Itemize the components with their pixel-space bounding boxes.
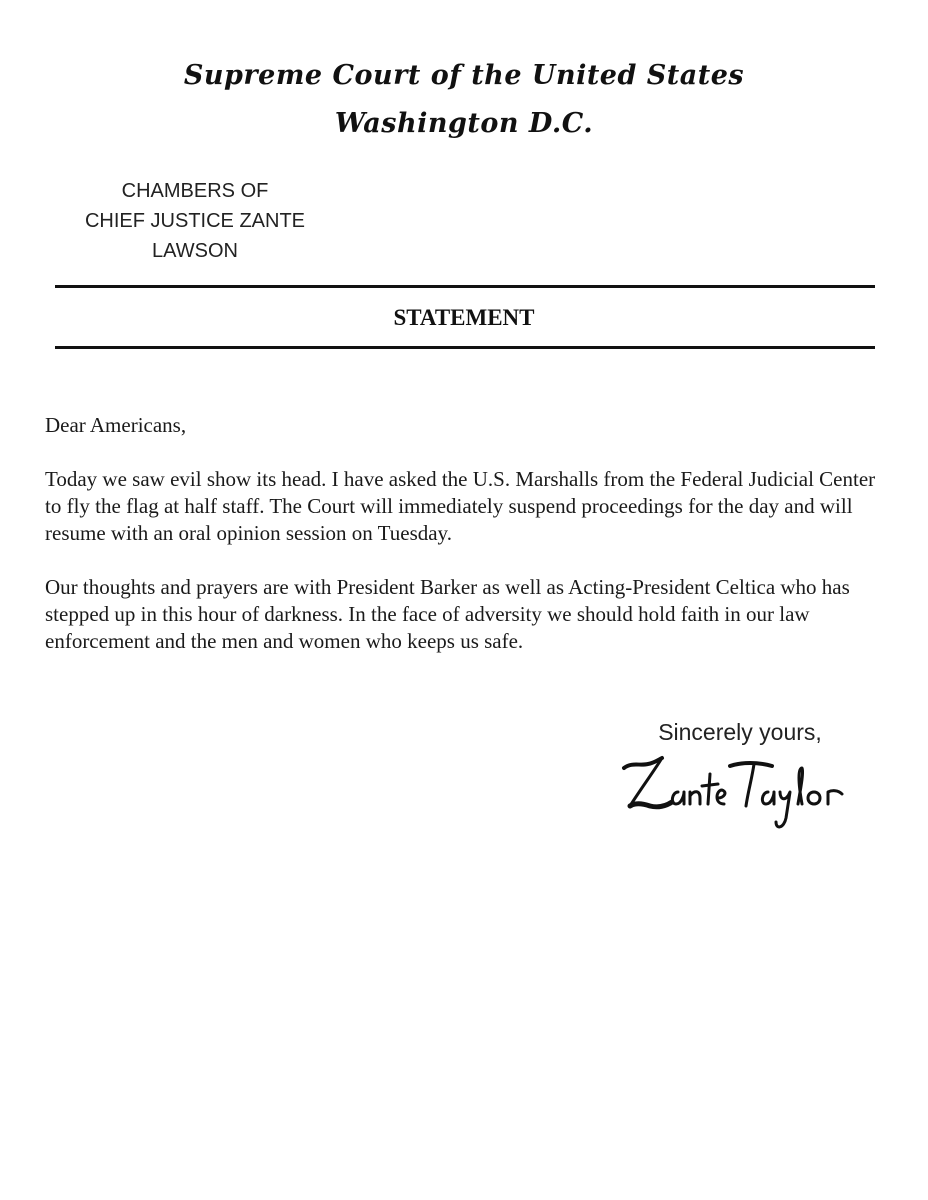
court-location: Washington D.C.: [334, 108, 594, 139]
closing: Sincerely yours,: [658, 719, 822, 745]
bottom-divider: [55, 346, 875, 349]
signature: [618, 752, 868, 842]
letter-body: [45, 412, 895, 682]
chambers-line-2: CHIEF JUSTICE ZANTE: [84, 210, 305, 232]
top-divider: [55, 285, 875, 288]
court-name: Supreme Court of the United States: [183, 60, 745, 91]
letterhead: [0, 52, 928, 148]
paragraph-1: Today we saw evil show its head. I have asked the U.S. Marshalls from the Federal Judicial Center to fly the flag at half staff. The Court will immediately suspend proceedings for the day and will resume with an oral opinion session on Tuesday.: [45, 467, 876, 545]
salutation: Dear Americans,: [45, 413, 187, 437]
chambers-line-3: LAWSON: [152, 240, 238, 262]
chambers-block: [50, 176, 340, 266]
chambers-line-1: CHAMBERS OF: [121, 180, 269, 202]
statement-title: STATEMENT: [393, 305, 535, 330]
paragraph-2: Our thoughts and prayers are with President Barker as well as Acting-President Celtica who has stepped up in this hour of darkness. In the face of adversity we should hold faith in our law enforcement and the men and women who keeps us safe.: [45, 575, 850, 653]
